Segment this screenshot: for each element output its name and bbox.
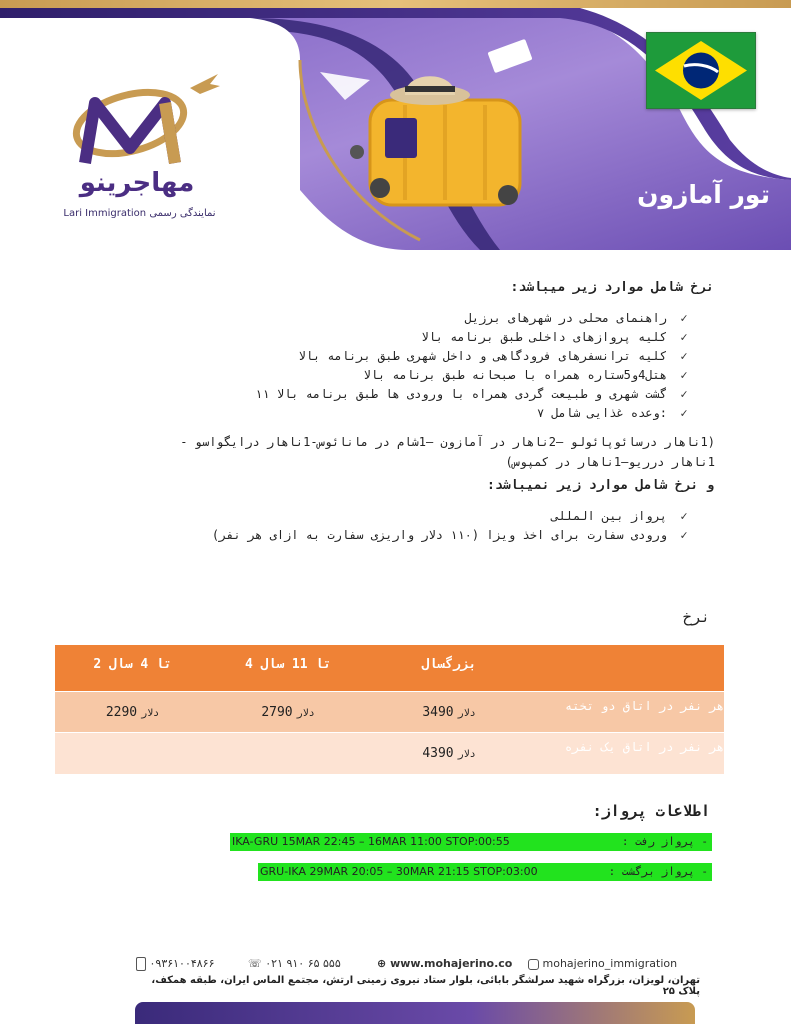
check-icon: ✓ (680, 368, 688, 382)
list-item (255, 347, 691, 366)
list-item-text: هتل4و5ستاره همراه با صبحانه طبق برنامه بالا (363, 368, 667, 382)
price-unit: دلار (457, 749, 476, 760)
brazil-flag-icon (646, 32, 756, 109)
footer-bar (135, 1002, 695, 1024)
price-unit: دلار (296, 708, 315, 719)
list-item-text: راهنمای محلی در شهرهای برزیل (464, 311, 667, 325)
footer-phone (248, 957, 341, 970)
includes-list (255, 309, 691, 423)
list-item-text: ورودی سفارت برای اخذ ویزا (۱۱۰ دلار واریزی سفارت به ازای هر نفر) (211, 528, 667, 542)
list-item (255, 366, 691, 385)
list-item (255, 385, 691, 404)
list-item-text: ۷ وعده غذایی شامل: (536, 406, 667, 420)
check-icon: ✓ (680, 349, 688, 363)
mobile-icon (136, 957, 146, 971)
check-icon: ✓ (680, 330, 688, 344)
list-item-text: پرواز بین المللی (551, 509, 667, 523)
phone-icon: ☏ (248, 957, 262, 970)
check-icon: ✓ (680, 509, 688, 523)
excludes-list (212, 507, 691, 545)
outbound-flight-row (230, 833, 712, 851)
return-flight-code: GRU-IKA 29MAR 20:05 – 30MAR 21:15 STOP:03:00 (260, 865, 538, 878)
price-unit: دلار (457, 708, 476, 719)
tour-title: تور آمازون (637, 180, 770, 209)
price-cell (55, 732, 211, 774)
col-header-4-11: 4 تا 11 سال (210, 645, 367, 691)
list-item (255, 309, 691, 328)
meals-line-2: 1ناهار درریو–1ناهار در کمپوس) (505, 455, 715, 469)
col-header-2-4: 2 تا 4 سال (55, 645, 211, 691)
website-link[interactable]: www.mohajerino.co (390, 957, 513, 970)
footer-website[interactable] (377, 957, 512, 970)
row-label: هر نفر در اتاق دو تخته (532, 691, 724, 733)
check-icon: ✓ (680, 528, 688, 542)
globe-icon: ⊕ (377, 957, 387, 970)
list-item-text: ۱۱ گشت شهری و طبیعت گردی همراه با ورودی ها طبق برنامه بالا (255, 387, 667, 401)
price-cell (210, 732, 367, 774)
logo-name: مهاجرینو (79, 168, 195, 198)
list-item (212, 526, 691, 545)
instagram-handle[interactable]: mohajerino_immigration (542, 957, 678, 970)
price-unit: دلار (141, 708, 160, 719)
row-label: هر نفر در اتاق یک نفره (532, 732, 724, 774)
price-cell (366, 691, 533, 733)
price-title: نرخ (682, 608, 710, 626)
return-flight-row (258, 863, 712, 881)
footer-mobile (136, 957, 215, 971)
price-value: 2790 (261, 705, 293, 720)
meals-detail (90, 432, 715, 472)
price-value: 4390 (422, 746, 454, 761)
price-cell (210, 691, 367, 733)
logo-subtitle: نمایندگی رسمی Lari Immigration (63, 208, 216, 219)
check-icon: ✓ (680, 406, 688, 420)
price-cell (366, 732, 533, 774)
mobile-number: ۰۹۳۶۱۰۰۴۸۶۶ (149, 957, 215, 970)
excludes-title: و نرخ شامل موارد زیر نمیباشد: (487, 478, 714, 493)
list-item (212, 507, 691, 526)
includes-title: نرخ شامل موارد زیر میباشد: (510, 280, 714, 295)
list-item-text: کلیه ترانسفرهای فرودگاهی و داخل شهری طبق برنامه بالا (298, 349, 667, 363)
footer-address: تهران، لویزان، بزرگراه شهید سرلشگر بابائی، بلوار ستاد نیروی زمینی ارتش، مجتمع الماس ایران، طبقه همکف، پلاک ۲۵ (151, 975, 700, 997)
instagram-icon (528, 959, 539, 970)
outbound-label: - پرواز رفت : (621, 835, 708, 848)
list-item-text: کلیه پروازهای داخلی طبق برنامه بالا (421, 330, 667, 344)
col-header-empty (532, 645, 724, 691)
footer-instagram[interactable] (528, 957, 677, 970)
price-table (55, 645, 724, 774)
price-cell (55, 691, 211, 733)
flights-title: اطلاعات پرواز: (592, 802, 710, 820)
list-item (255, 404, 691, 423)
meals-line-1: (1ناهار درسائوپائولو –2ناهار در آمازون –1شام در مانائوس-1ناهار درایگواسو - (180, 435, 715, 449)
price-value: 2290 (105, 705, 138, 720)
outbound-flight-code: IKA-GRU 15MAR 22:45 – 16MAR 11:00 STOP:00:55 (232, 835, 510, 848)
col-header-adult: بزرگسال (366, 645, 533, 691)
return-label: - پرواز برگشت : (608, 865, 708, 878)
check-icon: ✓ (680, 311, 688, 325)
list-item (255, 328, 691, 347)
phone-number: ۰۲۱ ۹۱۰ ۶۵ ۵۵۵ (265, 957, 341, 970)
price-value: 3490 (422, 705, 454, 720)
check-icon: ✓ (680, 387, 688, 401)
